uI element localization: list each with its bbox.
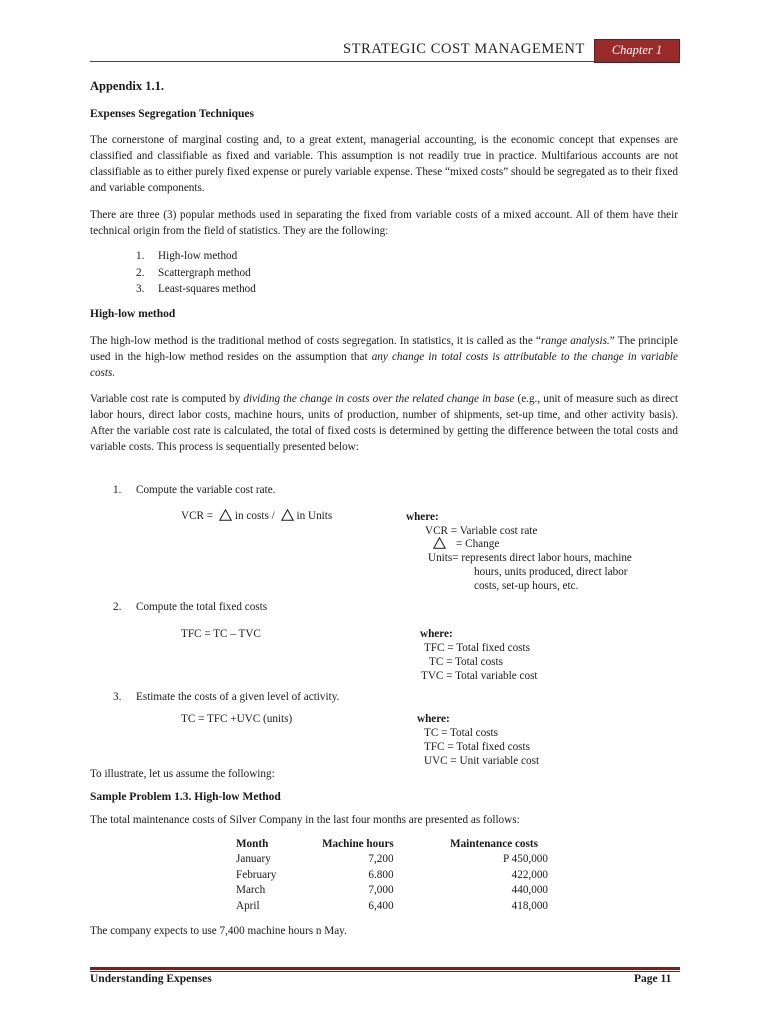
where-change-line: = Change bbox=[433, 537, 499, 551]
list-item: 3. Least-squares method bbox=[136, 283, 256, 295]
where-tvc-line: TVC = Total variable cost bbox=[421, 670, 538, 682]
paragraph-variable-rate: Variable cost rate is computed by dividing the change in costs over the related change in base (e.g., unit of measure such as direct labor hours, direct labor costs, machine hours, units of production, number of shipments, set-up time, and other activity basis). After the variable cost rate is calculated, the total of fixed costs is determined by getting the difference between the total costs and variable costs. This process is sequentially presented below: bbox=[90, 393, 678, 453]
where-label-2: where: bbox=[420, 628, 453, 640]
step-2: 2. Compute the total fixed costs bbox=[113, 601, 268, 613]
table-cell: April bbox=[236, 899, 260, 912]
paragraph-methods-intro: There are three (3) popular methods used in separating the fixed from variable costs of a mixed account. All of them have their technical origin from the field of statistics. They are the following: bbox=[90, 209, 678, 237]
sample-heading: Sample Problem 1.3. High-low Method bbox=[90, 791, 281, 803]
table-row bbox=[236, 867, 548, 883]
table-cell: 6.800 bbox=[368, 868, 394, 881]
where-label-3: where: bbox=[417, 713, 450, 725]
table-header-row bbox=[236, 836, 548, 852]
method-list bbox=[136, 249, 256, 299]
where-tc-line: TC = Total costs bbox=[429, 656, 503, 668]
appendix-title: Appendix 1.1. bbox=[90, 79, 164, 93]
col-header-maintenance-costs: Maintenance costs bbox=[450, 837, 538, 850]
step-1: 1. Compute the variable cost rate. bbox=[113, 484, 276, 496]
col-header-month: Month bbox=[236, 837, 269, 850]
illustrate-text: To illustrate, let us assume the following: bbox=[90, 768, 275, 780]
list-item: 1. High-low method bbox=[136, 250, 238, 262]
table-row bbox=[236, 898, 548, 914]
table-row bbox=[236, 852, 548, 868]
formula-tc: TC = TFC +UVC (units) bbox=[181, 713, 293, 725]
chapter-label: Chapter 1 bbox=[611, 43, 663, 57]
closing-text: The company expects to use 7,400 machine hours n May. bbox=[90, 925, 347, 937]
page-number: Page 11 bbox=[634, 973, 672, 985]
table-cell: 440,000 bbox=[511, 884, 548, 897]
where-uvc-line-3: UVC = Unit variable cost bbox=[424, 755, 540, 767]
delta-icon bbox=[219, 509, 232, 521]
table-cell: January bbox=[236, 853, 271, 866]
table-cell: 6,400 bbox=[368, 899, 394, 912]
table-cell: 7,000 bbox=[368, 884, 394, 897]
running-header-title: STRATEGIC COST MANAGEMENT bbox=[343, 41, 585, 57]
footer-rule-thick bbox=[90, 967, 680, 970]
step-3: 3. Estimate the costs of a given level of activity. bbox=[113, 691, 340, 703]
delta-icon bbox=[433, 537, 446, 549]
where-tfc-line-3: TFC = Total fixed costs bbox=[424, 741, 531, 753]
where-tc-line-3: TC = Total costs bbox=[424, 727, 498, 739]
formula-tfc: TFC = TC – TVC bbox=[181, 628, 261, 640]
formula-vcr: VCR = in costs / in Units bbox=[181, 510, 333, 522]
paragraph-intro: The cornerstone of marginal costing and, to a great extent, managerial accounting, is the economic concept that expenses are classified and classifiable as fixed and variable. This assumption is not readily true in practice. Multifarious accounts are not classifiable as to either purely fixed expense or purely variable expense. These “mixed costs” should be segregated as to their fixed and variable components. bbox=[90, 134, 678, 194]
highlow-heading: High-low method bbox=[90, 308, 176, 320]
where-label-1: where: bbox=[406, 511, 439, 523]
where-units-line-2: hours, units produced, direct labor bbox=[474, 566, 628, 578]
where-units-line-3: costs, set-up hours, etc. bbox=[474, 580, 579, 592]
table-cell: March bbox=[236, 884, 266, 897]
table-cell: 7,200 bbox=[368, 853, 394, 866]
table-cell: P 450,000 bbox=[503, 853, 548, 866]
table-cell: February bbox=[236, 868, 277, 881]
table-cell: 418,000 bbox=[511, 899, 548, 912]
section-title: Expenses Segregation Techniques bbox=[90, 108, 255, 120]
where-vcr-line: VCR = Variable cost rate bbox=[425, 525, 538, 537]
delta-icon bbox=[281, 509, 294, 521]
footer-rule-thin bbox=[90, 971, 680, 972]
table-cell: 422,000 bbox=[511, 868, 548, 881]
paragraph-highlow: The high-low method is the traditional method of costs segregation. In statistics, it is called as the “range analysis.” The principle used in the high-low method resides on the assumption that any change in total costs is attributable to the change in variable costs. bbox=[90, 335, 678, 379]
col-header-machine-hours: Machine hours bbox=[322, 837, 394, 850]
maintenance-table bbox=[236, 836, 548, 914]
table-row bbox=[236, 883, 548, 899]
list-item: 2. Scattergraph method bbox=[136, 266, 251, 279]
where-units-line: Units= represents direct labor hours, machine bbox=[428, 552, 632, 564]
header-rule bbox=[90, 61, 680, 62]
footer-section-title: Understanding Expenses bbox=[90, 973, 212, 985]
where-tfc-line: TFC = Total fixed costs bbox=[424, 642, 531, 654]
sample-intro: The total maintenance costs of Silver Company in the last four months are presented as follows: bbox=[90, 814, 520, 826]
